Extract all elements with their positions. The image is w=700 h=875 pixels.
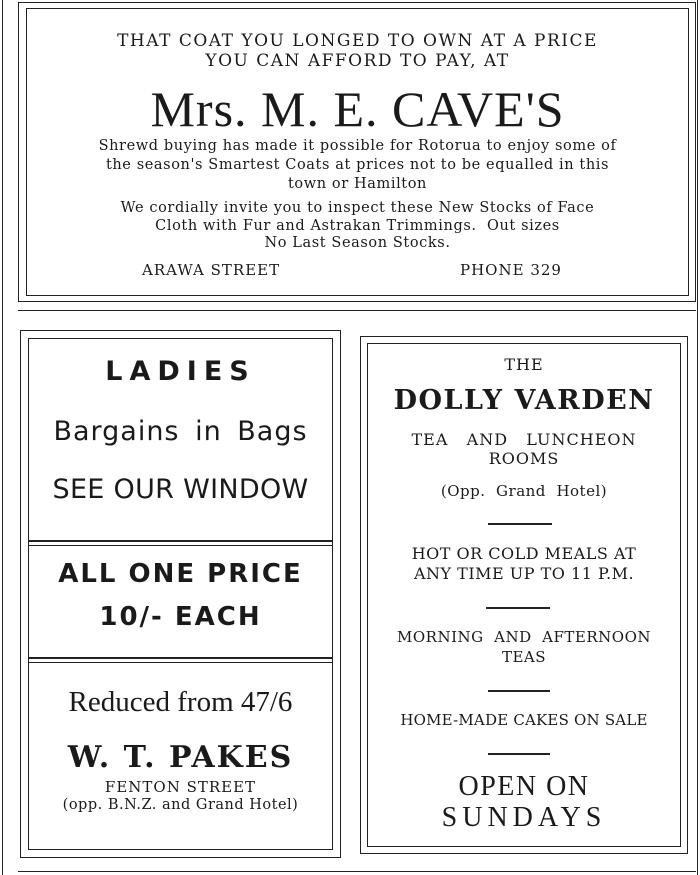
dolly-meals-line-2: ANY TIME UP TO 11 P.M. [413, 564, 635, 583]
dolly-the-text: THE [504, 355, 544, 374]
cave-headline-line-2: YOU CAN AFFORD TO PAY, AT [205, 51, 510, 71]
cave-body-line-2: the season's Smartest Coats at prices not to be equalled in this [105, 157, 610, 173]
cave-body-line-4: We cordially invite you to inspect these New Stocks of Face [120, 200, 595, 216]
dolly-rule-4 [488, 753, 550, 755]
dolly-rooms-line-2: ROOMS [488, 449, 560, 468]
cave-store-name: Mrs. M. E. CAVE'S [150, 81, 565, 137]
dolly-open-line-1: OPEN ON [458, 771, 590, 802]
dolly-advertisement [367, 343, 681, 847]
dolly-name: DOLLY VARDEN [393, 385, 655, 416]
cave-phone: PHONE 329 [460, 261, 562, 279]
pakes-merchant-name: W. T. PAKES [67, 740, 294, 775]
dolly-rooms-line-1: TEA AND LUNCHEON [411, 430, 637, 449]
dolly-rule-3 [488, 690, 550, 692]
dolly-rule-2 [486, 607, 550, 609]
page-right-rule [697, 0, 698, 875]
pakes-ladies-heading: LADIES [105, 356, 256, 387]
dolly-rule-1 [488, 523, 552, 525]
dolly-meals-line-1: HOT OR COLD MEALS AT [411, 544, 637, 563]
pakes-advertisement [28, 338, 333, 850]
page-left-rule [2, 0, 3, 875]
pakes-location-note: (opp. B.N.Z. and Grand Hotel) [62, 797, 299, 813]
pakes-one-price-text: ALL ONE PRICE [58, 559, 303, 589]
cave-headline-line-1: THAT COAT YOU LONGED TO OWN AT A PRICE [117, 31, 598, 51]
cave-body-line-3: town or Hamilton [288, 176, 427, 192]
cave-body-line-5: Cloth with Fur and Astrakan Trimmings. Out sizes [155, 218, 560, 234]
section-separator-rule [18, 310, 696, 311]
pakes-window-text: SEE OUR WINDOW [52, 474, 309, 505]
cave-body-line-1: Shrewd buying has made it possible for Rotorua to enjoy some of [98, 138, 617, 154]
pakes-each-price-text: 10/- EACH [99, 602, 262, 632]
dolly-teas-line-2: TEAS [501, 648, 547, 666]
dolly-opposite-note: (Opp. Grand Hotel) [440, 482, 608, 500]
dolly-teas-line-1: MORNING AND AFTERNOON [397, 628, 651, 646]
cave-body-line-6: No Last Season Stocks. [264, 235, 451, 251]
pakes-reduced-text: Reduced from 47/6 [68, 686, 293, 718]
cave-address: ARAWA STREET [142, 261, 281, 279]
pakes-street: FENTON STREET [104, 778, 257, 796]
cave-advertisement [26, 8, 689, 296]
page-bottom-rule [18, 871, 696, 872]
pakes-bargains-text: Bargains in Bags [53, 416, 308, 447]
dolly-open-line-2: SUNDAYS [441, 802, 607, 833]
dolly-cakes-text: HOME-MADE CAKES ON SALE [400, 711, 648, 729]
